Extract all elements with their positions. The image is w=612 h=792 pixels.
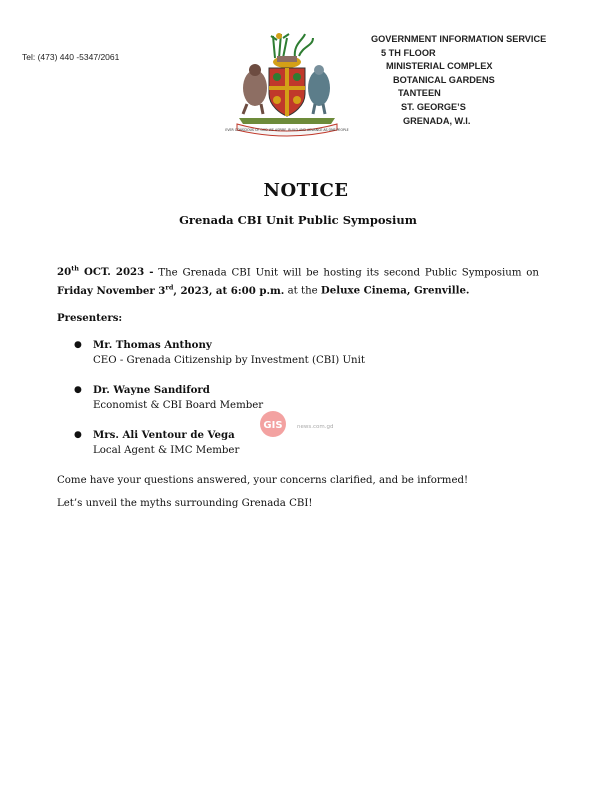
gis-watermark-logo [257,408,341,440]
presenter-name: Mrs. Ali Ventour de Vega [93,428,235,441]
presenters-label: Presenters: [57,311,123,324]
address-line: GRENADA, W.I. [403,115,471,126]
event-venue: Deluxe Cinema, Grenville. [320,284,470,297]
presenter-role: Economist & CBI Board Member [93,399,264,411]
intro-paragraph: 20th OCT. 2023 - The Grenada CBI Unit will be hosting its second Public Symposium on Friday November 3rd, 2023, at 6:00 p.m. at the Deluxe Cinema, Grenville. [57,265,539,297]
bullet-icon: ● [74,339,82,350]
closing-line-2: Let’s unveil the myths surrounding Grenada CBI! [57,497,313,509]
address-line: 5 TH FLOOR [381,47,436,58]
address-block [360,33,560,128]
notice-subtitle: Grenada CBI Unit Public Symposium [179,213,417,227]
list-item [57,338,539,368]
address-line: GOVERNMENT INFORMATION SERVICE [371,34,547,44]
crest-motto: EVER CONSCIOUS OF GOD WE ASPIRE, BUILD AND ADVANCE AS ONE PEOPLE [225,128,349,132]
telephone-number: Tel: (473) 440 -5347/2061 [22,52,120,62]
watermark-tag: news.com.gd [297,424,334,430]
address-line: BOTANICAL GARDENS [393,74,495,85]
bullet-icon: ● [74,429,82,440]
notice-date: 20th OCT. 2023 - [57,265,154,279]
address-line: MINISTERIAL COMPLEX [386,61,493,72]
notice-title: NOTICE [263,180,349,201]
address-line: TANTEEN [398,88,441,99]
coat-of-arms-crest [225,30,349,134]
watermark-logo-text: GIS [263,420,283,431]
presenter-name: Mr. Thomas Anthony [93,338,212,351]
presenter-role: CEO - Grenada Citizenship by Investment (CBI) Unit [93,354,365,366]
event-date: Friday November 3rd, 2023, at 6:00 p.m. [57,283,285,297]
presenter-role: Local Agent & IMC Member [93,444,240,456]
bullet-icon: ● [74,384,82,395]
address-line: ST. GEORGE’S [401,101,466,112]
notice-body [57,262,539,511]
closing-line-1: Come have your questions answered, your concerns clarified, and be informed! [57,474,469,486]
presenter-name: Dr. Wayne Sandiford [93,383,210,396]
